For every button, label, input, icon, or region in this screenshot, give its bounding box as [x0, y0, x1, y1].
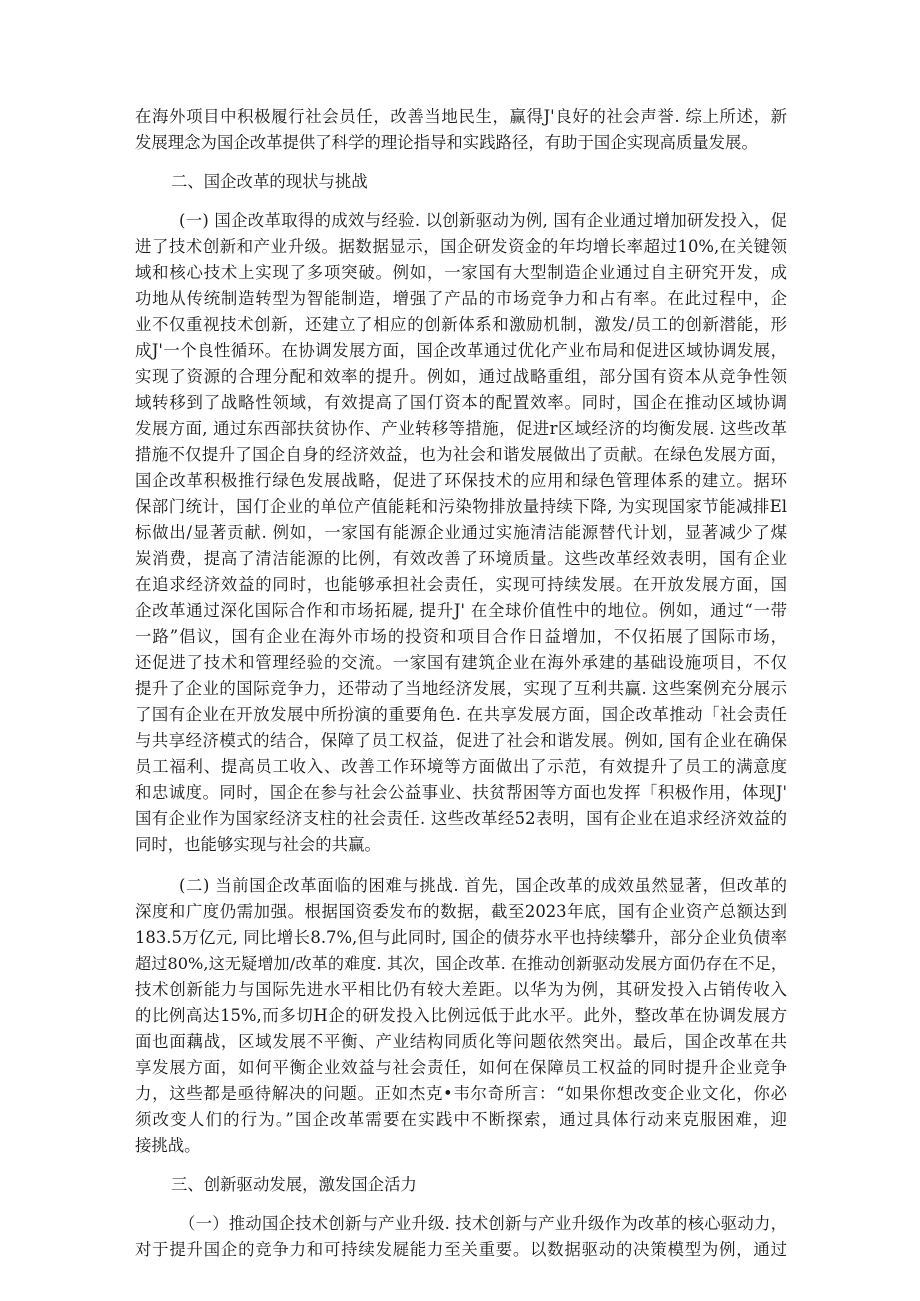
text-line: 域和核心技术上实现了多项突破。例如，一家国有大型制造企业通过自主研究开发，成: [135, 263, 787, 282]
text-line: 国有企业作为国家经济支柱的社会责任. 这些改革经52表明，国有企业在追求经济效益的: [135, 809, 787, 828]
paragraph-challenges: [135, 873, 787, 1159]
text-line: 和忠诚度。同时，国企在参与社会公益事业、扶贫帮困等方面也发挥「积极作用，体现J': [135, 783, 787, 802]
paragraph-innovation: [135, 1211, 787, 1263]
text-line: 在追求经济效益的同时，也能够承担社会责任，实现可持续发展。在开放发展方面，国: [135, 575, 787, 594]
text-line: 享发展方面，如何平衡企业效益与社会责任，如何在保障员工权益的同时提升企业竞争: [135, 1058, 787, 1077]
text-line: 保部门统计，国仃企业的单位产值能耗和污染物排放量持续下降, 为实现国家节能减排El: [135, 497, 787, 516]
section-heading-2: 二、国企改革的现状与挑战: [171, 172, 368, 191]
text-line: 还促进了技术和管理经验的交流。一家国有建筑企业在海外承建的基础设施项目，不仅: [135, 653, 787, 672]
text-line: 标做出/显著贡献. 例如，一家国有能源企业通过实施清洁能源替代计划，显著减少了煤: [135, 523, 787, 542]
text-line: 员工福利、提高员工收入、改善工作环境等方面做出了示范，有效提升了员工的满意度: [135, 757, 787, 776]
text-line: 炭消费，提高了清洁能源的比例，有效改善了环境质量。这些改革经效表明，国有企业: [135, 549, 787, 568]
text-line: 接挑战。: [135, 1136, 201, 1155]
text-line: 一路”倡议，国有企业在海外市场的投资和项目合作日益增加，不仅拓展了国际市场，: [135, 627, 787, 646]
paragraph-achievements: [135, 208, 787, 858]
document-body: [135, 104, 787, 1263]
text-line: 发展理念为国企改革提供了科学的理论指导和实践路径，有助于国企实现高质量发展。: [135, 133, 758, 152]
text-line: 与共享经济模式的结合，保障了员工权益，促进了社会和谐发展。例如, 国有企业在确保: [135, 731, 787, 750]
text-line: (二) 当前国企改革面临的困难与挑战. 首先，国企改革的成效虽然显著，但改革的: [179, 876, 787, 895]
text-line: 发展方面, 通过东西部扶贫协作、产业转移等措施，促进r区域经济的均衡发展. 这些改革: [135, 419, 787, 438]
text-line: (一) 国企改革取得的成效与经验. 以创新驱动为例, 国有企业通过增加研发投入，促: [179, 211, 787, 230]
text-line: （一）推动国企技术创新与产业升级. 技术创新与产业升级作为改革的核心驱动力，: [179, 1214, 787, 1233]
text-line: 技术创新能力与国际先进水平相比仍有较大差距。以华为为例，其研发投入占销传收入: [135, 980, 787, 999]
text-line: 同时，也能够实现与社会的共赢。: [135, 835, 381, 854]
text-line: 进了技术创新和产业升级。据数据显示，国企研发资金的年均增长率超过10%,在关键领: [135, 237, 787, 256]
text-line: 成J'一个良性循环。在协调发展方面，国企改革通过优化产业布局和促进区域协调发展，: [135, 341, 787, 360]
text-line: 面也面藕战，区域发展不平衡、产业结构同质化等问题依然突出。最后，国企改革在共: [135, 1032, 787, 1051]
text-line: 了国有企业在开放发展中所扮演的重要角色. 在共享发展方面，国企改革推动「社会责任: [135, 705, 787, 724]
paragraph-intro: [135, 104, 787, 156]
text-line: 提升了企业的国际竞争力，还带动了当地经济发展，实现了互利共赢. 这些案例充分展示: [135, 679, 787, 698]
text-line: 域转移到了战略性领域，有效提高了国仃资本的配置效率。同时，国企在推动区域协调: [135, 393, 787, 412]
text-line: 功地从传统制造转型为智能制造，增强了产品的市场竞争力和占有率。在此过程中，企: [135, 289, 787, 308]
text-line: 须改变人们的行为。”国企改革需要在实践中不断探索，通过具体行动来克服困难，迎: [135, 1110, 787, 1129]
text-line: 力，这些都是亟待解决的问题。正如杰克•韦尔奇所言：“如果你想改变企业文化，你必: [135, 1084, 787, 1103]
text-line: 实现了资源的合理分配和效率的提升。例如，通过战略重组，部分国有资本从竞争性领: [135, 367, 787, 386]
text-line: 深度和广度仍需加强。根据国资委发布的数据，截至2023年底，国有企业资产总额达到: [135, 902, 787, 921]
section-heading-3: 三、创新驱动发展，激发国企活力: [171, 1175, 417, 1194]
text-line: 企改革通过深化国际合作和市场拓屣, 提升J' 在全球价值性中的地位。例如，通过“一带: [135, 601, 787, 620]
text-line: 业不仅重视技术创新，还建立了相应的创新体系和激励机制，激发/员工的创新潜能，形: [135, 315, 787, 334]
text-line: 的比例高达15%,而多切H企的研发投入比例远低于此水平。此外，整改革在协调发展方: [135, 1006, 787, 1025]
text-line: 国企改革积极推行绿色发展战略，促进了环保技术的应用和绿色管理体系的建立。据环: [135, 471, 787, 490]
text-line: 措施不仅提升了国企自身的经济效益，也为社会和谐发展做出了贡献。在绿色发展方面，: [135, 445, 787, 464]
text-line: 对于提升国企的竞争力和可持续发屣能力至关重要。以数据驱动的决策模型为例，通过: [135, 1240, 787, 1259]
text-line: 超过80%,这无疑增加/改革的难度. 其次，国企改革. 在推动创新驱动发展方面仍存在不足，: [135, 954, 787, 973]
text-line: 183.5万亿元, 同比增长8.7%,但与此同时, 国企的债芬水平也持续攀升，部分企业负债率: [135, 928, 787, 947]
text-line: 在海外项目中积极履行社会员任，改善当地民生，赢得J'良好的社会声誉. 综上所述，新: [135, 107, 787, 126]
